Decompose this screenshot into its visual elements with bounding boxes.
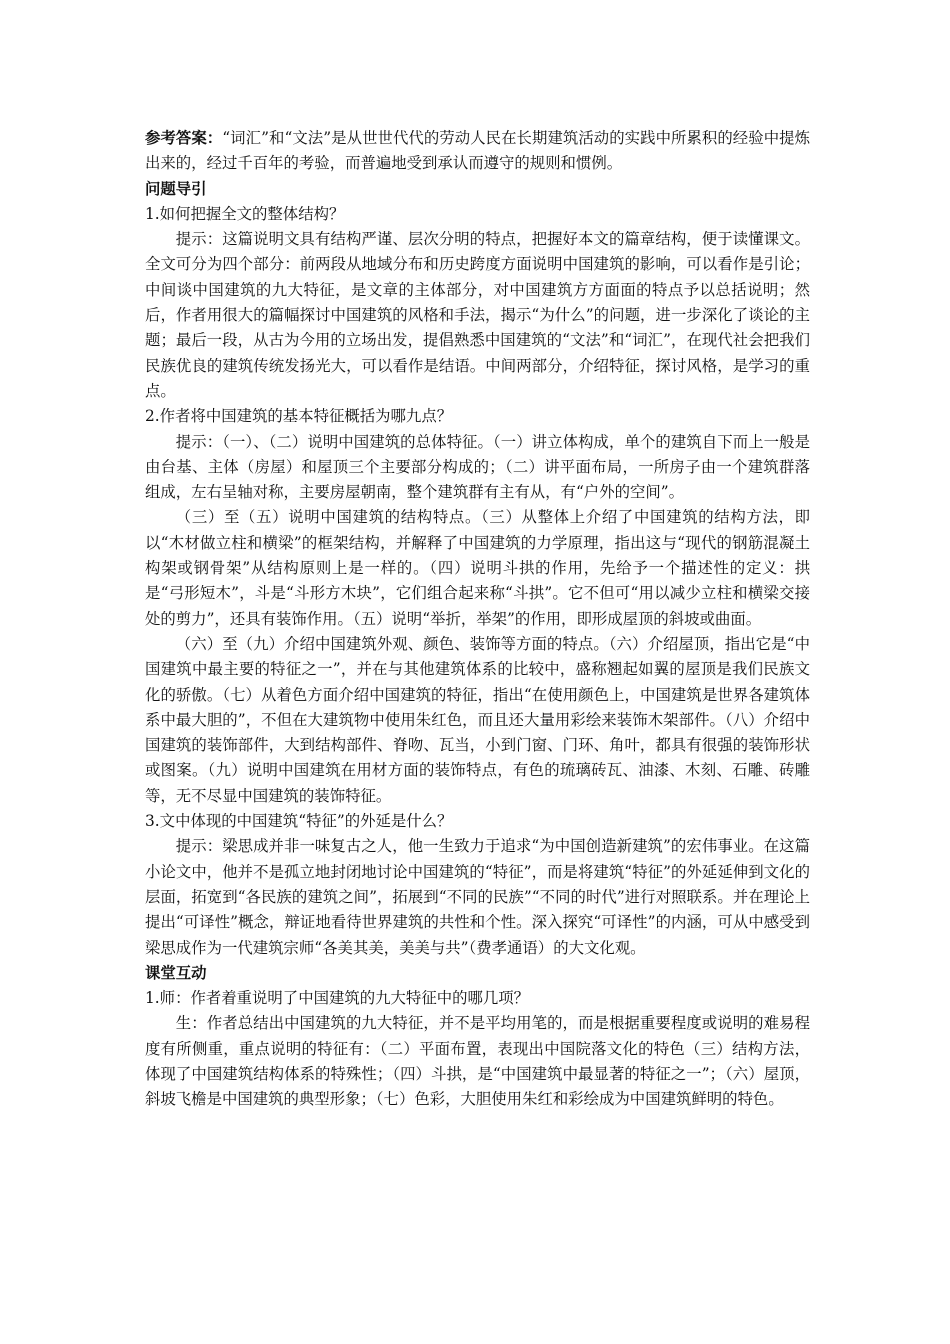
reference-answer-text: “词汇”和“文法”是从世世代代的劳动人民在长期建筑活动的实践中所累积的经验中提炼出来的，经过千百年的考验，而普遍地受到承认而遵守的规则和惯例。 [145, 129, 810, 173]
question-3: 3.文中体现的中国建筑“特征”的外延是什么？ [145, 812, 453, 831]
question-1: 1.如何把握全文的整体结构？ [145, 204, 345, 223]
answer-2-part-1: 提示：（一）、（二）说明中国建筑的总体特征。（一）讲立体构成，单个的建筑自下而上一般是由台基、主体（房屋）和屋顶三个主要部分构成的；（二）讲平面布局，一所房子由一个建筑群落组成，左右呈轴对称，主要房屋朝南，整个建筑群有主有从，有“户外的空间”。 [145, 432, 810, 502]
section-heading-interaction: 课堂互动 [145, 963, 207, 982]
document-page [145, 126, 810, 1113]
interaction-question-1: 1.师：作者着重说明了中国建筑的九大特征中的哪几项？ [145, 989, 530, 1008]
interaction-answer-1: 生：作者总结出中国建筑的九大特征，并不是平均用笔的，而是根据重要程度或说明的难易程度有所侧重，重点说明的特征有：（二）平面布置，表现出中国院落文化的特色（三）结构方法，体现了中国建筑结构体系的特殊性；（四）斗拱，是“中国建筑中最显著的特征之一”；（六）屋顶，斜坡飞檐是中国建筑的典型形象；（七）色彩，大胆使用朱红和彩绘成为中国建筑鲜明的特色。 [145, 1014, 810, 1109]
answer-1: 提示：这篇说明文具有结构严谨、层次分明的特点，把握好本文的篇章结构，便于读懂课文。全文可分为四个部分：前两段从地域分布和历史跨度方面说明中国建筑的影响，可以看作是引论；中间谈中国建筑的九大特征，是文章的主体部分，对中国建筑方方面面的特点予以总括说明；然后，作者用很大的篇幅探讨中国建筑的风格和手法，揭示“为什么”的问题，进一步深化了谈论的主题；最后一段，从古为今用的立场出发，提倡熟悉中国建筑的“文法”和“词汇”，在现代社会把我们民族优良的建筑传统发扬光大，可以看作是结语。中间两部分，介绍特征，探讨风格，是学习的重点。 [145, 230, 810, 400]
section-heading-guide: 问题导引 [145, 179, 207, 198]
reference-answer-label: 参考答案： [145, 129, 223, 147]
answer-3: 提示：梁思成并非一味复古之人，他一生致力于追求“为中国创造新建筑”的宏伟事业。在这篇小论文中，他并不是孤立地封闭地讨论中国建筑的“特征”，而是将建筑“特征”的外延延伸到文化的层面，拓宽到“各民族的建筑之间”，拓展到“不同的民族”“不同的时代”进行对照联系。并在理论上提出“可译性”概念，辩证地看待世界建筑的共性和个性。深入探究“可译性”的内涵，可从中感受到梁思成作为一代建筑宗师“各美其美，美美与共”（费孝通语）的大文化观。 [145, 837, 810, 957]
answer-2-part-3: （六）至（九）介绍中国建筑外观、颜色、装饰等方面的特点。（六）介绍屋顶，指出它是“中国建筑中最主要的特征之一”，并在与其他建筑体系的比较中，盛称翘起如翼的屋顶是我们民族文化的骄傲。（七）从着色方面介绍中国建筑的特征，指出“在使用颜色上，中国建筑是世界各建筑体系中最大胆的”，不但在大建筑物中使用朱红色，而且还大量用彩绘来装饰木架部件。（八）介绍中国建筑的装饰部件，大到结构部件、脊吻、瓦当，小到门窗、门环、角叶，都具有很强的装饰形状或图案。（九）说明中国建筑在用材方面的装饰特点，有色的琉璃砖瓦、油漆、木刻、石雕、砖雕等，无不尽显中国建筑的装饰特征。 [145, 634, 810, 805]
question-2: 2.作者将中国建筑的基本特征概括为哪九点？ [145, 407, 453, 426]
answer-2-part-2: （三）至（五）说明中国建筑的结构特点。（三）从整体上介绍了中国建筑的结构方法，即以“木材做立柱和横梁”的框架结构，并解释了中国建筑的力学原理，指出这与“现代的钢筋混凝土构架或钢骨架”从结构原则上是一样的。（四）说明斗拱的作用，先给予一个描述性的定义：拱是“弓形短木”，斗是“斗形方木块”，它们组合起来称“斗拱”。它不但可“用以减少立柱和横梁交接处的剪力”，还具有装饰作用。（五）说明“举折，举架”的作用，即形成屋顶的斜坡或曲面。 [145, 508, 810, 628]
reference-answer-paragraph [145, 126, 810, 177]
